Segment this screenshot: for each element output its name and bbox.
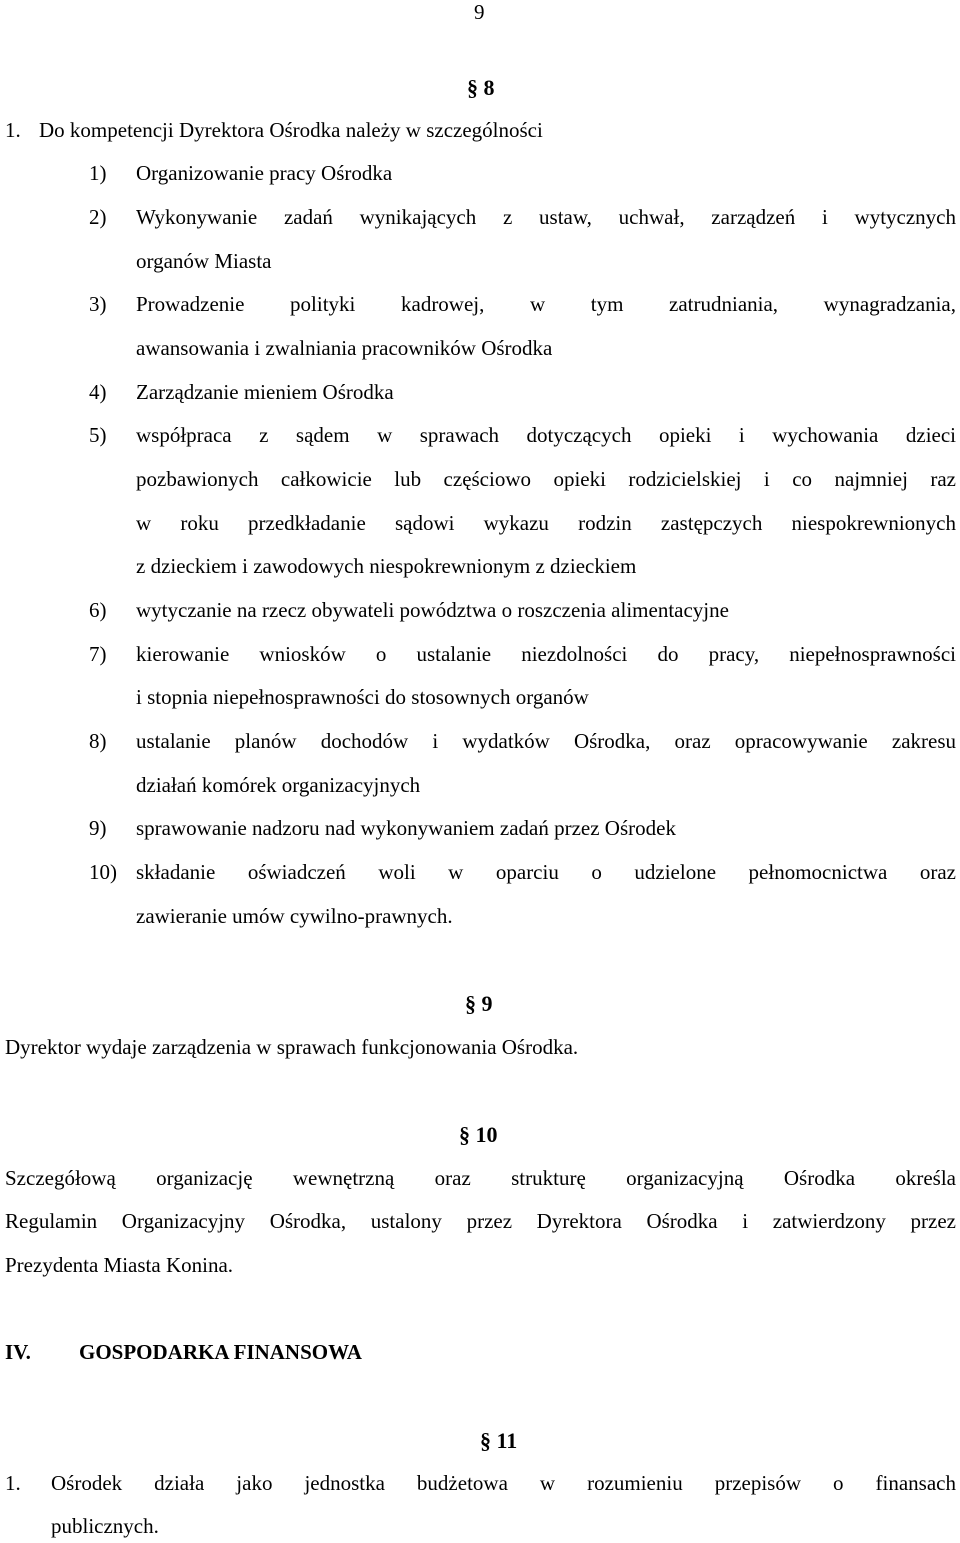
chapter-title: GOSPODARKA FINANSOWA [79, 1340, 362, 1364]
sec8-point-number: 1. [5, 118, 21, 142]
section-9-heading: § 9 [465, 991, 493, 1016]
sec11-point-number: 1. [5, 1471, 21, 1495]
item-text: Prowadzenie polityki kadrowej, w tym zatrudniania, wynagradzania, [136, 292, 956, 316]
sec8-intro: Do kompetencji Dyrektora Ośrodka należy w szczególności [39, 118, 543, 142]
sec11-text: publicznych. [51, 1514, 159, 1538]
item-text: w roku przedkładanie sądowi wykazu rodzin zastępczych niespokrewnionych [136, 511, 956, 535]
sec11-text: Ośrodek działa jako jednostka budżetowa w rozumieniu przepisów o finansach [51, 1471, 956, 1495]
item-text: kierowanie wniosków o ustalanie niezdolności do pracy, niepełnosprawności [136, 642, 956, 666]
item-text: współpraca z sądem w sprawach dotyczących opieki i wychowania dzieci [136, 423, 956, 447]
item-number: 8) [89, 729, 107, 753]
sec10-text: Szczegółową organizację wewnętrzną oraz strukturę organizacyjną Ośrodka określa [5, 1166, 956, 1190]
item-text: składanie oświadczeń woli w oparciu o udzielone pełnomocnictwa oraz [136, 860, 956, 884]
page-number: 9 [474, 0, 485, 24]
item-text: awansowania i zwalniania pracowników Ośrodka [136, 336, 553, 360]
item-text: zawieranie umów cywilno-prawnych. [136, 904, 453, 928]
item-number: 9) [89, 816, 107, 840]
section-10-heading: § 10 [459, 1122, 498, 1147]
item-number: 7) [89, 642, 107, 666]
item-text: wytyczanie na rzecz obywateli powództwa o roszczenia alimentacyjne [136, 598, 729, 622]
item-number: 5) [89, 423, 107, 447]
item-text: z dzieckiem i zawodowych niespokrewnionym z dzieckiem [136, 554, 637, 578]
chapter-number: IV. [5, 1340, 31, 1364]
sec10-text: Regulamin Organizacyjny Ośrodka, ustalony przez Dyrektora Ośrodka i zatwierdzony przez [5, 1209, 956, 1233]
item-text: Zarządzanie mieniem Ośrodka [136, 380, 394, 404]
sec9-text: Dyrektor wydaje zarządzenia w sprawach funkcjonowania Ośrodka. [5, 1035, 579, 1059]
item-text: organów Miasta [136, 249, 272, 273]
sec10-text: Prezydenta Miasta Konina. [5, 1253, 234, 1277]
item-text: i stopnia niepełnosprawności do stosownych organów [136, 685, 589, 709]
item-number: 1) [89, 161, 107, 185]
section-8-heading: § 8 [467, 75, 495, 100]
item-number: 4) [89, 380, 107, 404]
item-text: działań komórek organizacyjnych [136, 773, 421, 797]
item-number: 10) [89, 860, 117, 884]
item-text: sprawowanie nadzoru nad wykonywaniem zadań przez Ośrodek [136, 816, 676, 840]
item-number: 6) [89, 598, 107, 622]
item-text: Wykonywanie zadań wynikających z ustaw, uchwał, zarządzeń i wytycznych [136, 205, 956, 229]
item-number: 2) [89, 205, 107, 229]
item-number: 3) [89, 292, 107, 316]
item-text: Organizowanie pracy Ośrodka [136, 161, 393, 185]
item-text: ustalanie planów dochodów i wydatków Ośrodka, oraz opracowywanie zakresu [136, 729, 956, 753]
section-11-heading: § 11 [480, 1428, 518, 1453]
item-text: pozbawionych całkowicie lub częściowo opieki rodzicielskiej i co najmniej raz [136, 467, 956, 491]
